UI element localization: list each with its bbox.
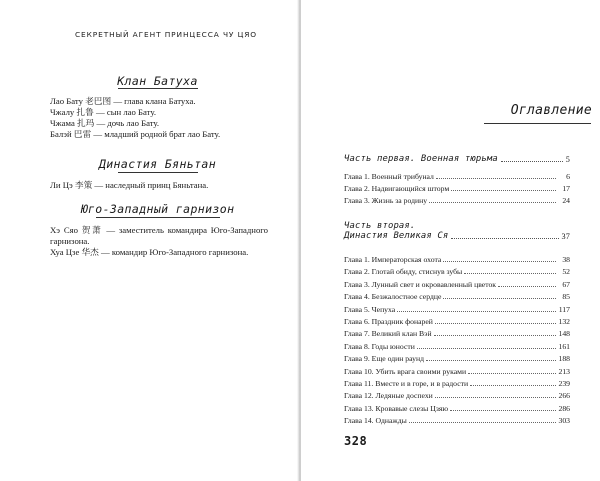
chapter-page: 132 <box>558 317 570 326</box>
toc-part-2[interactable] <box>344 221 570 241</box>
leader-dots <box>451 238 558 239</box>
chapter-title: Глава 1. Военный трибунал <box>344 172 434 181</box>
leader-dots <box>470 385 556 386</box>
leader-dots <box>468 373 556 374</box>
leader-dots <box>464 273 556 274</box>
toc-chapter[interactable] <box>344 171 570 181</box>
toc-part-1[interactable] <box>344 154 570 164</box>
chapter-page: 161 <box>558 341 570 351</box>
chapter-title: Глава 3. Лунный свет и окровавленный цветок <box>344 279 497 289</box>
toc-chapter[interactable] <box>344 254 570 264</box>
leader-dots <box>434 335 556 336</box>
chapter-page: 85 <box>562 292 570 302</box>
chapter-title: Глава 2. Глотай обиду, стиснув зубы <box>344 267 463 277</box>
toc-chapter[interactable] <box>344 415 570 425</box>
chapter-title: Глава 6. Праздник фонарей <box>344 317 433 326</box>
chapter-title: Глава 13. Кровавые слезы Цзяю <box>344 403 449 413</box>
toc-chapter[interactable] <box>344 291 570 301</box>
leader-dots <box>498 286 556 287</box>
chapter-page: 213 <box>558 366 570 376</box>
chapter-page: 38 <box>562 255 570 264</box>
leader-dots <box>501 161 563 162</box>
chapter-title: Глава 10. Убить врага своими руками <box>344 366 467 376</box>
chapter-page: 148 <box>558 329 570 339</box>
chapter-title: Глава 8. Годы юности <box>344 341 415 351</box>
toc-chapter[interactable] <box>344 403 570 413</box>
chapter-page: 24 <box>562 196 570 205</box>
leader-dots <box>436 178 556 179</box>
chapter-title: Глава 3. Жизнь за родину <box>344 196 428 205</box>
contents-title: Оглавление <box>510 103 592 118</box>
section-title-southwest-garrison: Юго-Западный гарнизон <box>80 202 235 216</box>
toc-chapter[interactable] <box>344 279 570 289</box>
leader-dots <box>435 397 556 398</box>
leader-dots <box>409 422 556 423</box>
toc-chapter[interactable] <box>344 378 570 388</box>
chapter-title: Глава 1. Императорская охота <box>344 255 442 264</box>
section-title-byantan: Династия Бяньтан <box>98 157 217 171</box>
toc-chapter[interactable] <box>344 183 570 193</box>
character-line: Балэй 巴雷 — младший родной брат лао Бату. <box>50 129 221 139</box>
toc-chapter[interactable] <box>344 266 570 276</box>
chapter-title: Глава 12. Ледяные доспехи <box>344 391 433 401</box>
chapter-page: 286 <box>558 403 570 413</box>
chapter-page: 303 <box>558 416 570 426</box>
section-title-batukha: Клан Батуха <box>117 74 198 88</box>
leader-dots <box>443 261 556 262</box>
toc-chapter[interactable] <box>344 316 570 326</box>
chapter-page: 6 <box>566 172 570 181</box>
chapter-title: Глава 5. Чепуха <box>344 304 396 314</box>
chapter-page: 188 <box>558 354 570 364</box>
character-paragraph: Хэ Сяо 贺萧 — заместитель командира Юго-Западного гарнизона. <box>50 225 268 246</box>
contents-rule <box>484 123 591 124</box>
section-rule <box>118 172 198 173</box>
toc-chapter[interactable] <box>344 353 570 363</box>
leader-dots <box>429 202 556 203</box>
part-subtitle: Династия Великая Ся <box>344 231 449 241</box>
leader-dots <box>426 360 556 361</box>
toc-chapter[interactable] <box>344 390 570 400</box>
page-number: 328 <box>344 434 368 448</box>
part-title: Часть вторая. <box>344 221 416 231</box>
leader-dots <box>443 298 556 299</box>
character-paragraph: Хуа Цзе 华杰 — командир Юго-Западного гарнизона. <box>50 247 249 257</box>
running-head: СЕКРЕТНЫЙ АГЕНТ ПРИНЦЕССА ЧУ ЦЯО <box>75 30 257 39</box>
toc-chapter[interactable] <box>344 341 570 351</box>
part-page: 37 <box>561 232 570 241</box>
left-page <box>0 0 299 481</box>
toc-chapter[interactable] <box>344 195 570 205</box>
leader-dots <box>450 410 556 411</box>
chapter-page: 17 <box>562 184 570 193</box>
section-rule <box>96 217 220 218</box>
chapter-title: Глава 9. Еще один раунд <box>344 354 425 364</box>
chapter-page: 67 <box>562 279 570 289</box>
chapter-page: 52 <box>562 267 570 277</box>
leader-dots <box>435 323 556 324</box>
toc-chapter[interactable] <box>344 366 570 376</box>
part-title: Часть первая. Военная тюрьма <box>344 154 498 164</box>
leader-dots <box>417 348 556 349</box>
chapter-page: 117 <box>558 304 570 314</box>
character-line: Чжалу 扎鲁 — сын лао Бату. <box>50 107 157 117</box>
toc-chapter[interactable] <box>344 328 570 338</box>
chapter-page: 266 <box>558 391 570 401</box>
character-line: Лао Бату 老巴图 — глава клана Батуха. <box>50 96 196 106</box>
right-page <box>301 0 600 481</box>
part-page: 5 <box>565 155 570 164</box>
chapter-title: Глава 4. Безжалостное сердце <box>344 292 442 302</box>
toc-chapter[interactable] <box>344 304 570 314</box>
character-line: Ли Цэ 李策 — наследный принц Бяньтана. <box>50 180 209 190</box>
character-line: Чжама 扎玛 — дочь лао Бату. <box>50 118 160 128</box>
leader-dots <box>451 190 556 191</box>
chapter-title: Глава 7. Великий клан Вэй <box>344 329 432 339</box>
chapter-page: 239 <box>558 379 570 388</box>
leader-dots <box>397 311 556 312</box>
chapter-title: Глава 14. Однажды <box>344 416 407 426</box>
section-rule <box>118 88 198 89</box>
chapter-title: Глава 2. Надвигающийся шторм <box>344 184 450 193</box>
chapter-title: Глава 11. Вместе и в горе, и в радости <box>344 379 469 388</box>
